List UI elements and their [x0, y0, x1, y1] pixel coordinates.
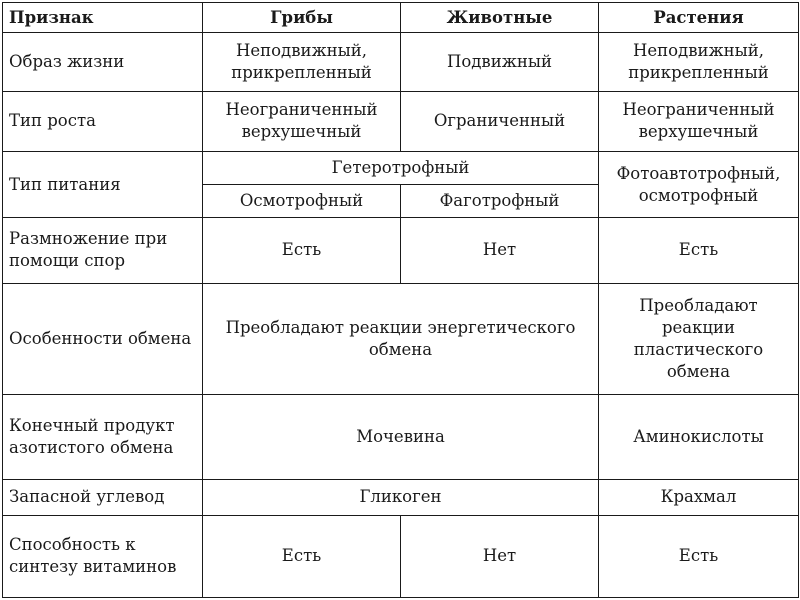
row-label: Размножение при помощи спор [3, 217, 203, 283]
comparison-table [2, 2, 799, 598]
row-nitrogen [3, 394, 799, 479]
row-growth [3, 91, 799, 152]
cell-animals: Фаготрофный [401, 185, 599, 218]
row-lifestyle [3, 33, 799, 92]
cell-fungi-animals: Гетеротрофный [203, 152, 599, 185]
row-label: Тип роста [3, 91, 203, 152]
cell-animals: Подвижный [401, 33, 599, 92]
cell-plants: Преобладают реакции пластического обмена [599, 283, 799, 394]
row-spores [3, 217, 799, 283]
cell-fungi: Неограниченный верхушечный [203, 91, 401, 152]
cell-plants: Фотоавтотрофный, осмотрофный [599, 152, 799, 218]
cell-plants: Есть [599, 515, 799, 597]
cell-plants: Есть [599, 217, 799, 283]
cell-fungi-animals: Мочевина [203, 394, 599, 479]
cell-animals: Нет [401, 515, 599, 597]
row-label: Тип питания [3, 152, 203, 218]
header-fungi: Грибы [203, 3, 401, 33]
row-label: Особенности обмена [3, 283, 203, 394]
cell-fungi: Неподвижный, прикрепленный [203, 33, 401, 92]
row-label: Способность к синтезу витаминов [3, 515, 203, 597]
header-feature: Признак [3, 3, 203, 33]
cell-fungi: Есть [203, 217, 401, 283]
cell-fungi-animals: Преобладают реакции энергетического обмена [203, 283, 599, 394]
cell-animals: Ограниченный [401, 91, 599, 152]
cell-plants: Крахмал [599, 479, 799, 515]
cell-plants: Неограниченный верхушечный [599, 91, 799, 152]
cell-fungi: Осмотрофный [203, 185, 401, 218]
row-label: Конечный продукт азотистого обмена [3, 394, 203, 479]
row-label: Запасной углевод [3, 479, 203, 515]
row-carbohydrate [3, 479, 799, 515]
header-row [3, 3, 799, 33]
row-label: Образ жизни [3, 33, 203, 92]
cell-plants: Аминокислоты [599, 394, 799, 479]
cell-fungi-animals: Гликоген [203, 479, 599, 515]
row-metabolism [3, 283, 799, 394]
header-animals: Животные [401, 3, 599, 33]
row-vitamins [3, 515, 799, 597]
row-nutrition [3, 152, 799, 185]
header-plants: Растения [599, 3, 799, 33]
cell-plants: Неподвижный, прикрепленный [599, 33, 799, 92]
cell-fungi: Есть [203, 515, 401, 597]
cell-animals: Нет [401, 217, 599, 283]
